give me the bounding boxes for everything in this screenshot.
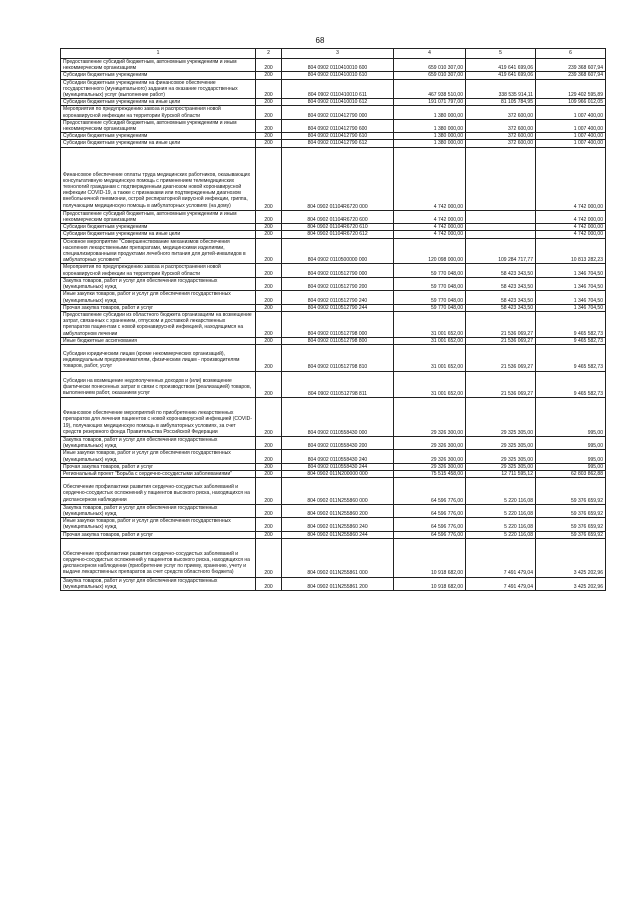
row-assigned-cell: 31 001 652,00 [394, 371, 466, 398]
column-header: 2 [256, 49, 282, 59]
row-code-cell: 200 [256, 99, 282, 106]
row-name-cell: Предоставление субсидий бюджетным, автономным учреждениям и иным некоммерческим организациям [61, 119, 256, 132]
row-assigned-cell: 659 010 307,00 [394, 72, 466, 79]
table-row [61, 99, 606, 106]
row-name-cell: Иные бюджетные ассигнования [61, 337, 256, 344]
row-unexecuted-cell: 109 966 012,05 [536, 99, 606, 106]
row-executed-cell: 58 423 343,50 [466, 304, 536, 311]
row-executed-cell: 21 536 069,27 [466, 344, 536, 371]
row-executed-cell: 29 325 305,00 [466, 450, 536, 463]
row-executed-cell: 419 641 699,06 [466, 59, 536, 72]
row-code-cell: 200 [256, 79, 282, 99]
row-executed-cell: 29 325 305,00 [466, 436, 536, 449]
row-name-cell: Субсидии бюджетным учреждениям на финансовое обеспечение государственного (муниципального) задания на оказание государственных (муниципальных) услуг (выполнение работ) [61, 79, 256, 99]
row-assigned-cell: 1 380 000,00 [394, 133, 466, 140]
table-row [61, 79, 606, 99]
table-row [61, 133, 606, 140]
row-classification-cell: 804 0902 0110558430 000 [282, 398, 394, 437]
column-header: 5 [466, 49, 536, 59]
row-unexecuted-cell: 4 742 000,00 [536, 231, 606, 238]
row-name-cell: Субсидии бюджетным учреждениям [61, 72, 256, 79]
row-code-cell: 200 [256, 277, 282, 290]
row-unexecuted-cell: 1 346 704,50 [536, 291, 606, 304]
row-unexecuted-cell: 1 346 704,50 [536, 304, 606, 311]
row-classification-cell: 804 0902 0110512790 244 [282, 304, 394, 311]
row-code-cell: 200 [256, 538, 282, 577]
row-assigned-cell: 1 380 000,00 [394, 140, 466, 147]
row-classification-cell: 804 0902 0110558430 240 [282, 450, 394, 463]
table-body [61, 59, 606, 591]
row-classification-cell: 804 0902 011N200000 000 [282, 470, 394, 477]
row-name-cell: Основное мероприятие "Совершенствование механизмов обеспечения населения лекарственными препаратами, медицинскими изделиями, специализированными продуктами лечебного питания для детей-инвалидов в амбулаторных условиях" [61, 238, 256, 264]
row-unexecuted-cell: 1 007 400,00 [536, 119, 606, 132]
row-classification-cell: 804 0902 0110412790 610 [282, 133, 394, 140]
row-name-cell: Субсидии бюджетным учреждениям на иные цели [61, 140, 256, 147]
row-name-cell: Мероприятия по предупреждению завоза и распространения новой коронавирусной инфекции на территории Курской области [61, 106, 256, 119]
row-executed-cell: 5 220 116,08 [466, 531, 536, 538]
row-assigned-cell: 64 596 776,00 [394, 504, 466, 517]
row-name-cell: Закупка товаров, работ и услуг для обеспечения государственных (муниципальных) нужд [61, 504, 256, 517]
row-classification-cell: 804 0902 0110410010 611 [282, 79, 394, 99]
table-row [61, 304, 606, 311]
column-header: 6 [536, 49, 606, 59]
row-assigned-cell: 29 326 300,00 [394, 398, 466, 437]
row-code-cell: 200 [256, 59, 282, 72]
row-executed-cell: 7 491 479,04 [466, 577, 536, 590]
table-row [61, 398, 606, 437]
row-classification-cell: 804 0902 01104R6720 610 [282, 224, 394, 231]
row-code-cell: 200 [256, 231, 282, 238]
table-row [61, 224, 606, 231]
table-row [61, 311, 606, 337]
row-executed-cell [466, 210, 536, 223]
table-row [61, 518, 606, 531]
row-executed-cell: 372 600,00 [466, 133, 536, 140]
table-header-row [61, 49, 606, 59]
row-executed-cell: 7 491 479,04 [466, 538, 536, 577]
column-header: 3 [282, 49, 394, 59]
row-classification-cell: 804 0902 011N255861 200 [282, 577, 394, 590]
row-classification-cell: 804 0902 0110410010 600 [282, 59, 394, 72]
row-executed-cell: 29 325 305,00 [466, 463, 536, 470]
row-name-cell: Региональный проект "Борьба с сердечно-сосудистыми заболеваниями" [61, 470, 256, 477]
table-row [61, 504, 606, 517]
row-code-cell: 200 [256, 470, 282, 477]
table-row [61, 450, 606, 463]
row-assigned-cell: 29 326 300,00 [394, 463, 466, 470]
row-code-cell: 200 [256, 577, 282, 590]
row-name-cell: Прочая закупка товаров, работ и услуг [61, 463, 256, 470]
row-executed-cell: 21 536 069,27 [466, 371, 536, 398]
table-row [61, 264, 606, 277]
row-code-cell: 200 [256, 238, 282, 264]
row-unexecuted-cell: 995,00 [536, 463, 606, 470]
row-unexecuted-cell: 1 007 400,00 [536, 133, 606, 140]
row-executed-cell: 5 220 116,08 [466, 478, 536, 505]
row-executed-cell: 58 423 343,50 [466, 291, 536, 304]
row-assigned-cell: 29 326 300,00 [394, 450, 466, 463]
row-code-cell: 200 [256, 531, 282, 538]
row-name-cell: Предоставление субсидии из областного бюджета организациям на возмещение затрат, связанных с хранением, отпуском и доставкой лекарственных препаратов пациентам с новой коронавирусной инфекцией, находящимся на амбулаторном лечении [61, 311, 256, 337]
row-assigned-cell: 31 001 652,00 [394, 344, 466, 371]
row-assigned-cell: 31 001 652,00 [394, 337, 466, 344]
row-executed-cell: 58 423 343,50 [466, 277, 536, 290]
row-name-cell: Иные закупки товаров, работ и услуг для обеспечения государственных (муниципальных) нужд [61, 450, 256, 463]
row-unexecuted-cell: 9 465 582,73 [536, 344, 606, 371]
row-code-cell: 200 [256, 311, 282, 337]
row-unexecuted-cell: 59 376 659,92 [536, 478, 606, 505]
row-code-cell: 200 [256, 478, 282, 505]
table-row [61, 238, 606, 264]
row-unexecuted-cell: 995,00 [536, 398, 606, 437]
row-executed-cell: 21 536 069,27 [466, 311, 536, 337]
row-name-cell: Иные закупки товаров, работ и услуг для обеспечения государственных (муниципальных) нужд [61, 291, 256, 304]
row-assigned-cell: 10 918 682,00 [394, 577, 466, 590]
row-name-cell: Иные закупки товаров, работ и услуг для обеспечения государственных (муниципальных) нужд [61, 518, 256, 531]
row-unexecuted-cell: 129 402 595,89 [536, 79, 606, 99]
row-classification-cell: 804 0902 0110412790 600 [282, 119, 394, 132]
row-name-cell: Субсидии бюджетным учреждениям [61, 133, 256, 140]
row-unexecuted-cell: 9 465 582,73 [536, 311, 606, 337]
row-name-cell: Финансовое обеспечение оплаты труда медицинских работников, оказывающих консультативную медицинскую помощь с применением телемедицинских технологий гражданам с подтвержденным диагнозом новой коронавирусной инфекции COVID-19, а также с признаками или подтвержденным диагнозом внебольничной пневмонии, острой респираторной вирусной инфекции, гриппа, получающим медицинскую помощь в амбулаторных условиях (на дому) [61, 147, 256, 210]
budget-table [60, 48, 606, 591]
row-code-cell: 200 [256, 224, 282, 231]
row-unexecuted-cell: 59 376 659,92 [536, 531, 606, 538]
table-row [61, 478, 606, 505]
row-unexecuted-cell: 3 425 202,96 [536, 538, 606, 577]
row-classification-cell: 804 0902 0110512790 240 [282, 291, 394, 304]
table-row [61, 231, 606, 238]
row-code-cell: 200 [256, 106, 282, 119]
row-executed-cell: 12 711 595,12 [466, 470, 536, 477]
row-assigned-cell: 59 770 048,00 [394, 277, 466, 290]
row-executed-cell: 419 641 699,06 [466, 72, 536, 79]
row-code-cell: 200 [256, 147, 282, 210]
row-name-cell: Субсидии бюджетным учреждениям на иные цели [61, 231, 256, 238]
row-assigned-cell: 659 010 307,00 [394, 59, 466, 72]
row-unexecuted-cell: 1 007 400,00 [536, 106, 606, 119]
row-executed-cell [466, 231, 536, 238]
row-assigned-cell: 467 938 510,00 [394, 79, 466, 99]
page-number: 68 [315, 36, 325, 45]
row-assigned-cell: 4 742 000,00 [394, 210, 466, 223]
row-code-cell: 200 [256, 518, 282, 531]
row-classification-cell: 804 0902 01104R6720 600 [282, 210, 394, 223]
row-assigned-cell: 59 770 048,00 [394, 291, 466, 304]
row-classification-cell: 804 0902 0110512790 200 [282, 277, 394, 290]
table-row [61, 371, 606, 398]
row-classification-cell: 804 0902 0110412790 000 [282, 106, 394, 119]
table-row [61, 140, 606, 147]
row-name-cell: Предоставление субсидий бюджетным, автономным учреждениям и иным некоммерческим организациям [61, 210, 256, 223]
row-classification-cell: 804 0902 0110512798 800 [282, 337, 394, 344]
row-code-cell: 200 [256, 140, 282, 147]
table-row [61, 72, 606, 79]
row-classification-cell: 804 0902 0110558430 200 [282, 436, 394, 449]
row-classification-cell: 804 0902 01104R6720 000 [282, 147, 394, 210]
row-name-cell: Мероприятия по предупреждению завоза и распространения новой коронавирусной инфекции на территории Курской области [61, 264, 256, 277]
row-classification-cell: 804 0902 011N255860 000 [282, 478, 394, 505]
row-name-cell: Закупка товаров, работ и услуг для обеспечения государственных (муниципальных) нужд [61, 277, 256, 290]
row-classification-cell: 804 0902 0110512790 000 [282, 264, 394, 277]
row-name-cell: Субсидии бюджетным учреждениям на иные цели [61, 99, 256, 106]
row-unexecuted-cell: 59 376 659,92 [536, 504, 606, 517]
row-classification-cell: 804 0902 0110512798 810 [282, 344, 394, 371]
row-classification-cell: 804 0902 0110500000 000 [282, 238, 394, 264]
row-unexecuted-cell: 59 376 659,92 [536, 518, 606, 531]
table-row [61, 210, 606, 223]
row-executed-cell: 29 325 305,00 [466, 398, 536, 437]
row-name-cell: Предоставление субсидий бюджетным, автономным учреждениям и иным некоммерческим организациям [61, 59, 256, 72]
row-code-cell: 200 [256, 371, 282, 398]
row-executed-cell: 338 535 914,11 [466, 79, 536, 99]
row-executed-cell [466, 147, 536, 210]
row-assigned-cell: 4 742 000,00 [394, 147, 466, 210]
row-classification-cell: 804 0902 0110410010 612 [282, 99, 394, 106]
row-unexecuted-cell: 4 742 000,00 [536, 147, 606, 210]
row-assigned-cell: 1 380 000,00 [394, 106, 466, 119]
table-row [61, 147, 606, 210]
row-classification-cell: 804 0902 011N255860 240 [282, 518, 394, 531]
table-row [61, 470, 606, 477]
row-unexecuted-cell: 4 742 000,00 [536, 210, 606, 223]
row-code-cell: 200 [256, 72, 282, 79]
row-unexecuted-cell: 239 368 607,94 [536, 59, 606, 72]
row-unexecuted-cell: 1 346 704,50 [536, 277, 606, 290]
table-row [61, 337, 606, 344]
row-name-cell: Прочая закупка товаров, работ и услуг [61, 531, 256, 538]
row-name-cell: Обеспечение профилактики развития сердечно-сосудистых заболеваний и сердечно-сосудистых осложнений у пациентов высокого риска, находящихся на диспансерном наблюдении [61, 478, 256, 505]
row-assigned-cell: 191 071 797,00 [394, 99, 466, 106]
row-code-cell: 200 [256, 133, 282, 140]
row-code-cell: 200 [256, 337, 282, 344]
row-unexecuted-cell: 9 465 582,73 [536, 337, 606, 344]
row-executed-cell: 5 220 116,08 [466, 504, 536, 517]
row-code-cell: 200 [256, 436, 282, 449]
row-classification-cell: 804 0902 0110512798 811 [282, 371, 394, 398]
row-code-cell: 200 [256, 291, 282, 304]
row-executed-cell: 372 600,00 [466, 140, 536, 147]
row-classification-cell: 804 0902 01104R6720 612 [282, 231, 394, 238]
row-code-cell: 200 [256, 463, 282, 470]
row-classification-cell: 804 0902 0110512798 000 [282, 311, 394, 337]
table-row [61, 291, 606, 304]
row-executed-cell [466, 224, 536, 231]
row-code-cell: 200 [256, 504, 282, 517]
row-unexecuted-cell: 239 368 607,94 [536, 72, 606, 79]
row-name-cell: Субсидии юридическим лицам (кроме некоммерческих организаций), индивидуальным предпринимателям, физическим лицам - производителям товаров, работ, услуг [61, 344, 256, 371]
row-unexecuted-cell: 995,00 [536, 450, 606, 463]
table-row [61, 106, 606, 119]
table-row [61, 463, 606, 470]
row-unexecuted-cell: 10 813 282,23 [536, 238, 606, 264]
row-executed-cell: 372 600,00 [466, 119, 536, 132]
row-classification-cell: 804 0902 0110410010 610 [282, 72, 394, 79]
table-row [61, 538, 606, 577]
row-executed-cell: 21 536 069,27 [466, 337, 536, 344]
row-executed-cell: 5 220 116,08 [466, 518, 536, 531]
row-name-cell: Закупка товаров, работ и услуг для обеспечения государственных (муниципальных) нужд [61, 436, 256, 449]
row-classification-cell: 804 0902 011N255861 000 [282, 538, 394, 577]
row-assigned-cell: 59 770 048,00 [394, 304, 466, 311]
row-code-cell: 200 [256, 344, 282, 371]
row-unexecuted-cell: 1 346 704,50 [536, 264, 606, 277]
row-name-cell: Субсидии на возмещение недополученных доходов и (или) возмещение фактически понесенных затрат в связи с производством (реализацией) товаров, выполнением работ, оказанием услуг [61, 371, 256, 398]
row-classification-cell: 804 0902 011N255860 200 [282, 504, 394, 517]
table-row [61, 577, 606, 590]
table-row [61, 531, 606, 538]
table-row [61, 59, 606, 72]
row-name-cell: Обеспечение профилактики развития сердечно-сосудистых заболеваний и сердечно-сосудистых осложнений у пациентов высокого риска, находящихся на диспансерном наблюдении (приобретение услуг по приему, хранению, учету и выдаче лекарственных препаратов за счет средств областного бюджета) [61, 538, 256, 577]
table-row [61, 119, 606, 132]
row-code-cell: 200 [256, 304, 282, 311]
row-code-cell: 200 [256, 210, 282, 223]
table-row [61, 277, 606, 290]
row-unexecuted-cell: 3 425 202,96 [536, 577, 606, 590]
row-assigned-cell: 1 380 000,00 [394, 119, 466, 132]
row-name-cell: Субсидии бюджетным учреждениям [61, 224, 256, 231]
row-code-cell: 200 [256, 119, 282, 132]
row-code-cell: 200 [256, 398, 282, 437]
row-assigned-cell: 10 918 682,00 [394, 538, 466, 577]
row-executed-cell: 81 105 784,95 [466, 99, 536, 106]
row-executed-cell: 58 423 343,50 [466, 264, 536, 277]
table-row [61, 344, 606, 371]
row-assigned-cell: 64 596 776,00 [394, 518, 466, 531]
row-name-cell: Закупка товаров, работ и услуг для обеспечения государственных (муниципальных) нужд [61, 577, 256, 590]
row-assigned-cell: 31 001 652,00 [394, 311, 466, 337]
row-assigned-cell: 75 515 458,00 [394, 470, 466, 477]
row-assigned-cell: 64 596 776,00 [394, 478, 466, 505]
row-code-cell: 200 [256, 264, 282, 277]
row-unexecuted-cell: 4 742 000,00 [536, 224, 606, 231]
row-assigned-cell: 4 742 000,00 [394, 224, 466, 231]
table-row [61, 436, 606, 449]
row-executed-cell: 372 600,00 [466, 106, 536, 119]
row-assigned-cell: 120 098 000,00 [394, 238, 466, 264]
row-name-cell: Финансовое обеспечение мероприятий по приобретению лекарственных препаратов для лечения пациентов с новой коронавирусной инфекцией (COVID-19), получающих медицинскую помощь в амбулаторных условиях, за счет средств резервного фонда Правительства Российской Федерации [61, 398, 256, 437]
row-classification-cell: 804 0902 0110412790 612 [282, 140, 394, 147]
row-code-cell: 200 [256, 450, 282, 463]
row-classification-cell: 804 0902 0110558430 244 [282, 463, 394, 470]
column-header: 4 [394, 49, 466, 59]
row-classification-cell: 804 0902 011N255860 244 [282, 531, 394, 538]
row-unexecuted-cell: 1 007 400,00 [536, 140, 606, 147]
row-assigned-cell: 29 326 300,00 [394, 436, 466, 449]
row-assigned-cell: 64 596 776,00 [394, 531, 466, 538]
row-unexecuted-cell: 9 465 582,73 [536, 371, 606, 398]
column-header: 1 [61, 49, 256, 59]
row-assigned-cell: 4 742 000,00 [394, 231, 466, 238]
row-executed-cell: 109 284 717,77 [466, 238, 536, 264]
row-assigned-cell: 59 770 048,00 [394, 264, 466, 277]
row-name-cell: Прочая закупка товаров, работ и услуг [61, 304, 256, 311]
row-unexecuted-cell: 995,00 [536, 436, 606, 449]
row-unexecuted-cell: 62 803 862,88 [536, 470, 606, 477]
